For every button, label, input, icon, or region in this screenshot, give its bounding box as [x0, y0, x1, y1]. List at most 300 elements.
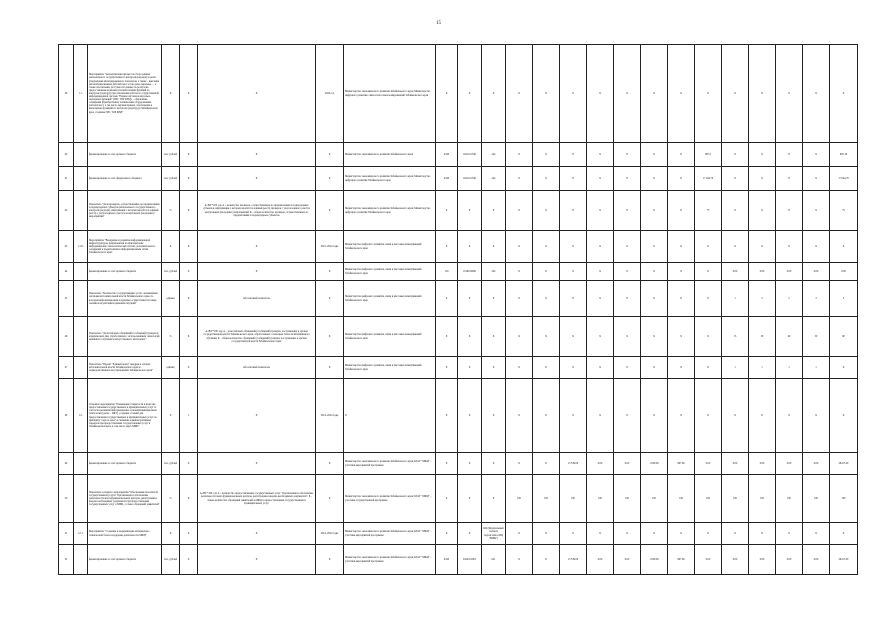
table-cell: Х [180, 263, 198, 281]
table-cell: Х [803, 523, 830, 545]
table-row [59, 167, 858, 191]
table-cell: Х [641, 191, 668, 231]
table-cell: Х [533, 281, 560, 317]
table-cell: 49 [59, 453, 74, 475]
table-cell: Х [668, 317, 695, 357]
table-cell: Х [749, 45, 776, 143]
table-cell: Х [587, 263, 614, 281]
program-table-sheet [58, 44, 849, 574]
table-cell [74, 167, 88, 191]
table-cell: 45 [59, 281, 74, 317]
table-cell: Показатель "Доля типовых обращений (сообщений) граждан и юридических лиц, обработанных с использованием технологий машинного обучения и искусственного интеллекта" [88, 317, 162, 357]
table-cell: 100 [614, 475, 641, 523]
table-cell: Х [587, 191, 614, 231]
table-cell: финансирование за счет краевого бюджета [88, 545, 162, 575]
table-cell: финансирование за счет федерального бюджета [88, 167, 162, 191]
table-cell: 242 [482, 263, 506, 281]
table-row [59, 263, 858, 281]
table-cell: 100 [587, 475, 614, 523]
table-cell: 40 [776, 317, 803, 357]
table-cell: Х [436, 453, 458, 475]
table-cell: 50 [59, 475, 74, 523]
table-cell: Х [198, 231, 316, 263]
table-cell: 51 [59, 523, 74, 545]
table-row [59, 475, 858, 523]
table-cell: Х [641, 281, 668, 317]
table-cell: Х [641, 317, 668, 357]
table-cell: А=В/Г*100, где А – доля типовых обращений (сообщений) граждан, поступающих в органы государственной власти Забайкальского края, обработанных с помощью технологий машинного обучения; Б – общее количество обращений (сообщений) граждан, поступающих в органы государственной власти Забайкальского края [198, 317, 316, 357]
table-cell: Х [316, 167, 344, 191]
table-cell: Министерство экономического развития Забайкальского края; Министерство цифрового развития Забайкальского края [344, 167, 436, 191]
table-row [59, 545, 858, 575]
table-cell: 42 [59, 191, 74, 231]
table-cell: Х [533, 45, 560, 143]
table-cell: Министерство цифрового развития, связи и массовых коммуникаций Забайкальского края [344, 281, 436, 317]
table-cell: Х [533, 143, 560, 167]
table-cell: 0,00 [776, 453, 803, 475]
table-cell: Показатель "Доля проверок, осуществляемых по предписаниям и поднадзорных субъектов регионального государственного контроля (надзора), информация о которых вносится в единый реестр с учетом единого реестра контрольных (надзорных) мероприятий" [88, 191, 162, 231]
table-cell: 0,00 [749, 263, 776, 281]
table-cell [74, 191, 88, 231]
table-cell: Х [436, 357, 458, 379]
table-cell: Х [803, 143, 830, 167]
table-cell: Х [482, 231, 506, 263]
table-cell: единиц [162, 357, 180, 379]
table-cell: 52 [59, 545, 74, 575]
table-cell: 17 044,70 [830, 167, 858, 191]
table-cell: тыс. рублей [162, 263, 180, 281]
table-cell: Х [506, 45, 533, 143]
table-cell: Х [560, 317, 587, 357]
table-cell: 0410 [436, 545, 458, 575]
table-cell: 867,60 [668, 545, 695, 575]
table-cell: Показатель основного мероприятия "Обеспечение безопасной государственной услуги "Организация и обеспечение деятельности многофункциональных центров, регистрации и выдача необходимых документов при предоставлении государственных услуг в МФЦ, а также обращений заявителей" [88, 475, 162, 523]
table-cell: 1.2. [74, 379, 88, 453]
table-cell: Х [830, 357, 858, 379]
table-cell: Министерство экономического развития Забайкальского края; КГАУ "МФЦ" – участник государственной программы [344, 475, 436, 523]
table-cell: Х [180, 317, 198, 357]
table-cell: 0,00 [776, 263, 803, 281]
table-cell: Х [533, 231, 560, 263]
table-cell: Х [614, 523, 641, 545]
table-cell: 1 000,00 [641, 453, 668, 475]
table-cell: Х [560, 45, 587, 143]
table-cell: Министерство экономического развития Забайкальского края [344, 143, 436, 167]
table-cell: 1 [722, 357, 749, 379]
table-cell: 3 [803, 281, 830, 317]
table-cell: Абсолютный показатель [198, 357, 316, 379]
table-cell: 29417,00 [830, 545, 858, 575]
table-cell: 242 [482, 167, 506, 191]
table-cell: тыс. рублей [162, 453, 180, 475]
table-row [59, 379, 858, 453]
table-cell: 40 [59, 143, 74, 167]
table-body [59, 45, 858, 575]
table-cell: А=В/Г*100, где А – количество проверок, осуществляемых по предписаниям и поднадзорных субъектов, информация о которых вносится в единый реестр проверок с учетом единого реестра контрольных (надзорных) мероприятий; Б – общее количество проверок, осуществленных по предписаниям и поднадзорных субъектов [198, 191, 316, 231]
table-cell: Х [533, 317, 560, 357]
table-cell: Х [482, 475, 506, 523]
table-row [59, 143, 858, 167]
table-cell: финансирование за счет краевого бюджета [88, 263, 162, 281]
table-cell: 100 [803, 475, 830, 523]
table-cell: Х [458, 281, 482, 317]
table-cell: 2014–2024 годы [316, 523, 344, 545]
table-cell [74, 143, 88, 167]
table-cell: 0,00 [722, 545, 749, 575]
table-cell: 60 [830, 317, 858, 357]
table-cell: Х [668, 523, 695, 545]
table-cell: Х [560, 167, 587, 191]
table-row [59, 357, 858, 379]
table-cell: Х [776, 45, 803, 143]
table-cell: Х [668, 231, 695, 263]
table-cell: Х [587, 167, 614, 191]
table-cell: 75 [830, 191, 858, 231]
table-cell: 0,00 [803, 453, 830, 475]
table-cell: Министерство цифрового развития, связи и массовых коммуникаций Забайкальского края [344, 357, 436, 379]
table-cell [74, 317, 88, 357]
table-cell: % [162, 475, 180, 523]
table-cell: Х [162, 231, 180, 263]
table-cell: Х [560, 379, 587, 453]
table-cell: 100 [641, 475, 668, 523]
table-cell: Х [506, 167, 533, 191]
table-cell: Х [180, 281, 198, 317]
table-cell: Х [560, 357, 587, 379]
table-cell: 48 [59, 379, 74, 453]
table-cell: Х [668, 167, 695, 191]
table-cell: Х [482, 357, 506, 379]
table-cell: Х [506, 357, 533, 379]
table-cell: 867,60 [668, 453, 695, 475]
table-cell: Х [458, 191, 482, 231]
table-cell: Показатель "Количество государственных услуг, оказываемых органами исполнительной власти Забайкальского края, по которым информационная поддержка осуществляется в виде онлайн консультаций и решения ситуаций" [88, 281, 162, 317]
table-cell: 15 [722, 317, 749, 357]
table-cell: Х [587, 523, 614, 545]
table-cell: 17 044,70 [695, 167, 722, 191]
table-cell: Х [560, 263, 587, 281]
table-cell: 1 [776, 357, 803, 379]
table-cell: 46 [59, 317, 74, 357]
table-cell: Х [482, 45, 506, 143]
table-cell: Абсолютный показатель [198, 281, 316, 317]
table-cell: Х [587, 45, 614, 143]
table-cell: Х [803, 191, 830, 231]
table-cell: Мероприятие "Автоматизация процессов сбора данных регионального государственного контроля (надзора) в целях утверждения интегрированного показателя, а также – внесения автоматизированных рабочих мест и так далее перечень…, а также обеспечение доступности данных по контролю, предоставление возможности выполнения функций по контролю (надзору) при обновлении работы в государственной информационной системе "Единая система контрольно-надзорных функций" (ГИС ТОР КНД). – обновление оснащения (приобретение) техническим оборудованием рабочих мест, а так число перечисленных, обеспечение и выполнение функций по контролю (надзору) в Забайкальском крае, создание ГИС ТОР КНД" [88, 45, 162, 143]
table-cell: Х [180, 357, 198, 379]
table-cell: 0,00 [614, 545, 641, 575]
table-cell: Х [668, 45, 695, 143]
table-cell: 1 [749, 357, 776, 379]
table-cell: Х [722, 143, 749, 167]
table-cell: 1 000,00 [641, 545, 668, 575]
table-cell: 28417,00 [830, 453, 858, 475]
table-cell: 2021–2024 годы [316, 231, 344, 263]
table-cell: Х [587, 317, 614, 357]
table-cell: Х [482, 453, 506, 475]
table-cell: 1 [803, 357, 830, 379]
table-cell: Х [776, 231, 803, 263]
table-cell: Х [458, 45, 482, 143]
table-cell: Х [506, 231, 533, 263]
table-cell: 0410 [436, 167, 458, 191]
table-cell: Х [198, 45, 316, 143]
table-cell: А=В/Г*100, где А – количество предоставленных государственных услуг "Организация и обеспечение деятельности многофункциональных центров, регистрации и выдача необходимых документов"; Б – общее количество обращений заявителей в МФЦ за предоставлением государственных и муниципальных услуг [198, 475, 316, 523]
table-cell: Х [506, 281, 533, 317]
table-cell: Х [641, 231, 668, 263]
table-cell: 0411101340 [458, 143, 482, 167]
table-cell: Х [614, 45, 641, 143]
table-cell: Х [533, 545, 560, 575]
table-cell: Х [641, 45, 668, 143]
table-cell: Х [695, 263, 722, 281]
table-row [59, 317, 858, 357]
table-cell: Х [803, 379, 830, 453]
table-cell: Х [436, 231, 458, 263]
table-cell: Х [641, 357, 668, 379]
table-cell: Х [180, 545, 198, 575]
table-cell: Х [506, 545, 533, 575]
table-cell: 1.1. [74, 45, 88, 143]
table-row [59, 231, 858, 263]
table-cell: Х [695, 45, 722, 143]
table-cell: тыс. рублей [162, 167, 180, 191]
table-cell: 2 [749, 281, 776, 317]
table-cell: Х [749, 231, 776, 263]
table-cell: Х [533, 263, 560, 281]
table-cell: Х [587, 143, 614, 167]
table-cell: Х [830, 231, 858, 263]
table-cell: Х [587, 357, 614, 379]
table-cell: Х [180, 231, 198, 263]
table-cell: Х [776, 143, 803, 167]
table-cell: 0,00 [614, 453, 641, 475]
table-cell: Х [533, 523, 560, 545]
table-cell: 0116100000 [458, 263, 482, 281]
table-cell: Х [506, 453, 533, 475]
table-cell: Х [316, 143, 344, 167]
table-cell: 0,00 [803, 545, 830, 575]
table-cell: Х [614, 317, 641, 357]
table-cell: Х [641, 523, 668, 545]
table-cell: 0411101340 [458, 167, 482, 191]
table-cell: Х [316, 191, 344, 231]
table-cell: Х [162, 523, 180, 545]
table-cell: Х [614, 281, 641, 317]
table-row [59, 191, 858, 231]
table-cell: Х [776, 379, 803, 453]
table-cell: 100 [776, 475, 803, 523]
table-cell: Х [533, 379, 560, 453]
table-cell: Х [198, 379, 316, 453]
table-cell: Мероприятие "Создание и модернизация материально-технической базы и поддержка деятельности МФЦ" [88, 523, 162, 545]
table-cell: 887,2 [695, 143, 722, 167]
table-cell: Х [722, 379, 749, 453]
table-cell: единиц [162, 281, 180, 317]
table-cell: Х [614, 357, 641, 379]
table-row [59, 281, 858, 317]
table-cell: 30 [749, 317, 776, 357]
table-cell: 13 539,00 [560, 453, 587, 475]
table-cell: Х [436, 191, 458, 231]
table-cell: Х [180, 167, 198, 191]
table-cell: Х [668, 281, 695, 317]
table-cell: Х [695, 357, 722, 379]
table-cell: Х [776, 191, 803, 231]
table-cell: 0,00 [722, 263, 749, 281]
table-cell: Х [560, 143, 587, 167]
table-cell: Х [180, 45, 198, 143]
table-cell: Х [695, 523, 722, 545]
table-cell: Х [482, 379, 506, 453]
table-cell: Х [198, 263, 316, 281]
table-cell: Х [198, 545, 316, 575]
table-cell: Х [458, 357, 482, 379]
table-cell: 0,00 [695, 545, 722, 575]
table-cell: 3 [830, 281, 858, 317]
table-cell: 75 [695, 191, 722, 231]
table-cell: 50 [803, 317, 830, 357]
table-cell: Х [560, 281, 587, 317]
table-cell: 0,00 [749, 545, 776, 575]
table-cell: % [162, 191, 180, 231]
table-cell: Х [695, 281, 722, 317]
table-cell: Х [560, 523, 587, 545]
table-cell: Х [458, 317, 482, 357]
table-cell: Х [830, 45, 858, 143]
table-cell: Х [614, 231, 641, 263]
table-cell: Х [506, 379, 533, 453]
table-cell: 1 [722, 281, 749, 317]
table-cell: Министерство цифрового развития, связи и массовых коммуникаций Забайкальского края [344, 317, 436, 357]
table-row [59, 45, 858, 143]
table-cell: Х [695, 379, 722, 453]
table-cell: Х [198, 143, 316, 167]
table-cell: 621 [482, 545, 506, 575]
table-cell: Х [587, 281, 614, 317]
table-cell: Х [641, 167, 668, 191]
table-cell: Х [458, 475, 482, 523]
table-cell: 0,00 [695, 453, 722, 475]
table-cell [74, 545, 88, 575]
table-cell: 119 [436, 263, 458, 281]
table-cell: Х [436, 523, 458, 545]
table-cell [74, 453, 88, 475]
table-cell: Х [316, 263, 344, 281]
table-cell: Х [533, 167, 560, 191]
table-cell: Х [722, 191, 749, 231]
table-cell: Х [695, 317, 722, 357]
table-cell: Х [162, 45, 180, 143]
table-cell: Х [506, 317, 533, 357]
table-cell: Х [458, 453, 482, 475]
table-cell: Х [641, 143, 668, 167]
table-cell: Х [641, 263, 668, 281]
table-cell: Х [803, 45, 830, 143]
table-cell: 0,00 [830, 263, 858, 281]
table-cell: 13 539,00 [560, 545, 587, 575]
table-cell: Х [560, 231, 587, 263]
table-cell: Х [316, 453, 344, 475]
table-cell: 100 [695, 475, 722, 523]
table-cell: Х [180, 475, 198, 523]
table-cell: 44 [59, 263, 74, 281]
table-cell: Министерство экономического развития Забайкальского края; Министерство цифрового развития, связи и массовых коммуникаций Забайкальского края [344, 45, 436, 143]
table-cell: Х [749, 143, 776, 167]
table-cell: Х [803, 231, 830, 263]
table-cell: Х [180, 453, 198, 475]
table-cell: Х [458, 379, 482, 453]
table-cell [74, 281, 88, 317]
table-cell: Х [614, 379, 641, 453]
table-cell: Х [749, 523, 776, 545]
table-cell: 1.1.6. [74, 231, 88, 263]
table-cell [74, 357, 88, 379]
table-cell: КЦ (Федеральный сегмент, подсистема в ИЦ "МФЦ") [482, 523, 506, 545]
table-cell: Х [482, 281, 506, 317]
table-cell: Х [641, 379, 668, 453]
table-cell: Х [506, 263, 533, 281]
table-cell: тыс. рублей [162, 143, 180, 167]
table-cell: Х [458, 231, 482, 263]
table-cell: Х [803, 167, 830, 191]
table-cell: Х [668, 379, 695, 453]
table-cell: Х [198, 453, 316, 475]
table-cell: 100 [668, 475, 695, 523]
table-cell: Х [614, 263, 641, 281]
table-cell: Х [436, 317, 458, 357]
table-cell: % [162, 317, 180, 357]
table-cell: Министерство цифрового развития, связи и массовых коммуникаций Забайкальского края [344, 231, 436, 263]
table-cell: Х [436, 45, 458, 143]
table-cell: 1 [180, 379, 198, 453]
table-cell: 100 [749, 475, 776, 523]
table-cell: Х [722, 523, 749, 545]
table-row [59, 523, 858, 545]
table-cell: 0,00 [749, 453, 776, 475]
table-cell: Министерство экономического развития Забайкальского края; Министерство цифрового развития Забайкальского края [344, 191, 436, 231]
table-cell: Х [749, 167, 776, 191]
table-cell: 100 [560, 475, 587, 523]
table-cell: 0412101901 [458, 545, 482, 575]
table-cell: Основное мероприятие "Повышение открытости и качества предоставления государственных и муниципальных услуг за счет использования информационно-телекоммуникационных технологий (далее – ИКТ), создание условий для предоставления государственных и муниципальных услуг по принципу "одного окна" и снижение административных барьеров при предоставлении государственных услуг в Забайкальском крае, в том числе через МФЦ" [88, 379, 162, 453]
table-cell: финансирование за счет краевого бюджета [88, 453, 162, 475]
table-cell: 0,00 [587, 453, 614, 475]
table-cell: 1.2.1. [74, 523, 88, 545]
table-cell: Х [749, 191, 776, 231]
table-cell [74, 475, 88, 523]
page-number: 15 [436, 21, 441, 26]
table-cell: тыс. рублей [162, 545, 180, 575]
table-cell: 0,00 [587, 545, 614, 575]
table-cell: 0,00 [776, 545, 803, 575]
table-cell: Министерство экономического развития Забайкальского края; КГАУ "МФЦ" – участник мероприятий программы [344, 523, 436, 545]
table-cell: 0410 [436, 143, 458, 167]
table-cell: Мероприятие "Внедрение и развитие информационной инфраструктуры, направленной на приобретение информационно-технологических систем, дополнительного оснащения и подключения к информационным сетям Забайкальского края" [88, 231, 162, 263]
table-cell: 100 [506, 475, 533, 523]
table-cell: 100 [830, 475, 858, 523]
program-table [58, 44, 858, 575]
table-cell: Х [506, 143, 533, 167]
table-cell: Х [180, 523, 198, 545]
table-cell: Х [316, 357, 344, 379]
table-cell: финансирование за счет краевого бюджета [88, 143, 162, 167]
table-cell: 41 [59, 167, 74, 191]
table-cell: Х [344, 379, 436, 453]
table-cell: 0,00 [803, 263, 830, 281]
table-cell: Х [668, 263, 695, 281]
table-cell: Х [722, 45, 749, 143]
